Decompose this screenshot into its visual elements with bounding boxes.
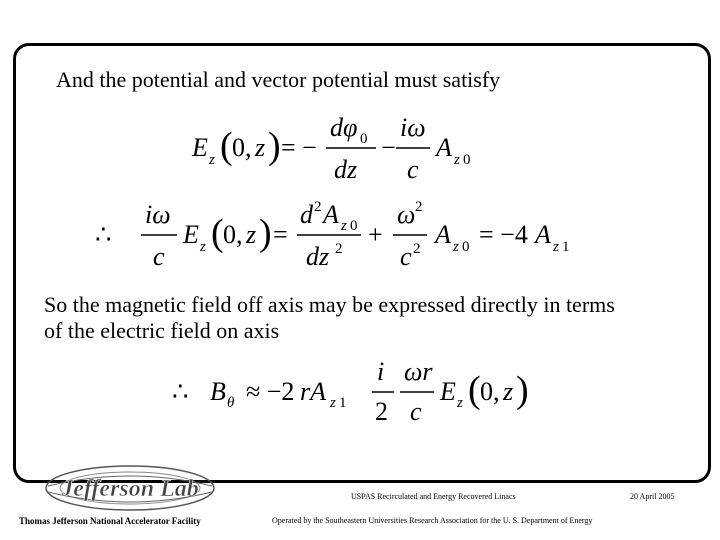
svg-text:): )	[268, 125, 281, 167]
svg-text:c: c	[407, 155, 419, 184]
body-text-line2: of the electric field on axis	[44, 318, 280, 343]
svg-text:i: i	[377, 357, 385, 386]
jefferson-lab-logo	[40, 462, 220, 514]
svg-text:1: 1	[562, 239, 570, 255]
svg-text:c: c	[153, 242, 165, 271]
svg-text:dz: dz	[334, 155, 358, 184]
svg-text:A: A	[535, 220, 551, 249]
svg-text:z: z	[503, 377, 514, 406]
svg-text:A: A	[435, 220, 451, 249]
equation-b-theta	[172, 356, 552, 433]
svg-text:= −4: = −4	[479, 220, 528, 249]
svg-text:0: 0	[463, 152, 471, 168]
svg-text:≈ −2: ≈ −2	[246, 377, 295, 406]
svg-text:A: A	[323, 200, 339, 229]
svg-text:2: 2	[375, 397, 388, 426]
svg-text:z: z	[454, 152, 460, 168]
svg-text:ω: ω	[397, 200, 416, 229]
body-text-line1: So the magnetic field off axis may be expressed directly in terms	[44, 292, 615, 317]
svg-text:0,: 0,	[223, 220, 243, 249]
svg-text:∴: ∴	[172, 377, 189, 406]
svg-text:z: z	[330, 395, 336, 411]
footer-course: USPAS Recirculated and Energy Recovered Linacs	[351, 492, 516, 501]
svg-text:0,: 0,	[232, 133, 252, 162]
svg-text:= −: = −	[281, 133, 317, 162]
svg-text:z: z	[341, 218, 347, 234]
svg-text:∴: ∴	[95, 220, 112, 249]
svg-text:ωr: ωr	[404, 357, 433, 386]
svg-text:): )	[516, 369, 529, 411]
svg-text:iω: iω	[145, 200, 171, 229]
svg-text:z: z	[209, 152, 215, 168]
svg-text:2: 2	[335, 241, 343, 257]
svg-text:z: z	[246, 220, 257, 249]
svg-text:A: A	[436, 133, 452, 162]
svg-text:c: c	[410, 397, 422, 426]
svg-text:dz: dz	[306, 242, 330, 271]
svg-text:(: (	[468, 369, 481, 411]
svg-text:(: (	[211, 212, 224, 254]
svg-text:=: =	[273, 220, 288, 249]
svg-text:2: 2	[413, 241, 421, 257]
intro-text: And the potential and vector potential must satisfy	[56, 67, 501, 92]
svg-text:2: 2	[314, 199, 322, 215]
svg-text:θ: θ	[227, 395, 235, 411]
svg-text:): )	[259, 212, 272, 254]
footer-date: 20 April 2005	[630, 492, 675, 501]
svg-text:Jefferson Lab: Jefferson Lab	[61, 476, 199, 502]
svg-text:d: d	[300, 200, 313, 229]
svg-text:E: E	[192, 133, 208, 162]
svg-text:rA: rA	[300, 377, 326, 406]
svg-text:z: z	[457, 395, 463, 411]
svg-text:B: B	[210, 377, 226, 406]
svg-text:z: z	[255, 133, 266, 162]
footer-lab-name: Thomas Jefferson National Accelerator Facility	[19, 516, 201, 526]
svg-text:dφ: dφ	[330, 113, 358, 142]
svg-text:E: E	[183, 220, 199, 249]
svg-text:E: E	[440, 377, 456, 406]
svg-text:c: c	[400, 242, 412, 271]
svg-text:0: 0	[462, 239, 470, 255]
svg-text:0,: 0,	[480, 377, 500, 406]
svg-text:2: 2	[415, 199, 423, 215]
equation-ez-potential	[188, 112, 488, 189]
svg-text:(: (	[220, 125, 233, 167]
footer-operated-by: Operated by the Southeastern Universities Research Association for the U. S. Department of Energy	[272, 516, 593, 525]
svg-text:z: z	[553, 239, 559, 255]
svg-text:0: 0	[350, 218, 358, 234]
svg-text:1: 1	[339, 395, 347, 411]
svg-text:−: −	[381, 133, 396, 162]
svg-text:0: 0	[360, 131, 368, 147]
equation-az1	[95, 195, 585, 280]
svg-text:iω: iω	[400, 113, 426, 142]
svg-text:z: z	[453, 239, 459, 255]
svg-text:+: +	[368, 220, 383, 249]
svg-text:z: z	[200, 239, 206, 255]
